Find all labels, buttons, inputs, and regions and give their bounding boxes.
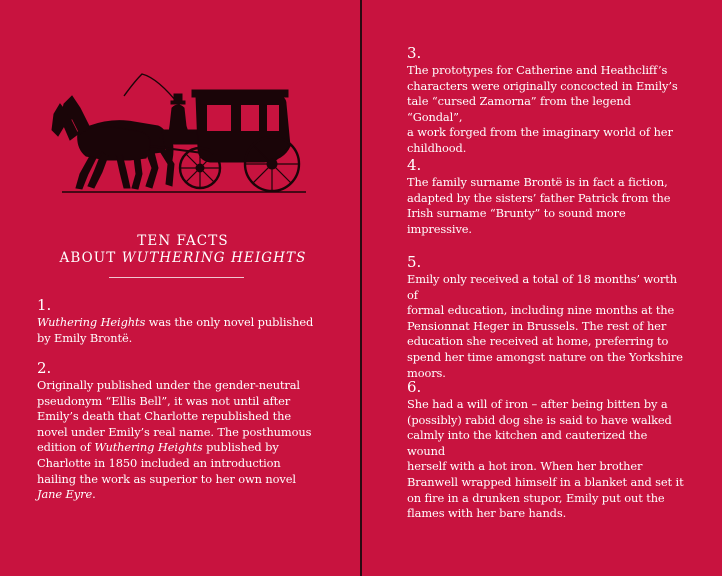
fact-2 <box>37 359 317 503</box>
fact-line <box>407 63 687 79</box>
fact-text <box>37 378 317 503</box>
fact-run: herself with a hot iron. When her brother <box>407 459 643 474</box>
fact-line <box>37 472 317 488</box>
fact-italic-run: Jane Eyre <box>37 487 93 502</box>
fact-run: adapted by the sisters’ father Patrick from the <box>407 190 671 205</box>
fact-line <box>407 303 687 319</box>
fact-3 <box>407 44 687 157</box>
fact-number: 3. <box>407 44 422 62</box>
title-line-2 <box>38 250 328 267</box>
title-line-1: TEN FACTS <box>137 233 229 249</box>
fact-run: Emily’s death that Charlotte republished the <box>37 409 291 424</box>
fact-run: (possibly) rabid dog she is said to have walked <box>407 412 672 427</box>
fact-line <box>407 79 687 95</box>
title-book-name: WUTHERING HEIGHTS <box>121 250 307 266</box>
fact-run: impressive. <box>407 221 472 236</box>
fact-line <box>407 206 687 222</box>
fact-number: 5. <box>407 253 422 271</box>
fact-number: 2. <box>37 359 52 377</box>
fact-line <box>37 440 317 456</box>
fact-run: formal education, including nine months at the <box>407 303 675 318</box>
fact-run: The prototypes for Catherine and Heathcliff’s <box>407 63 668 77</box>
fact-run: moors. <box>407 365 446 380</box>
fact-run: education she received at home, preferring to <box>407 334 669 349</box>
page-gutter-divider <box>360 0 362 576</box>
fact-line <box>407 175 687 191</box>
fact-line <box>407 334 687 350</box>
fact-run: flames with her bare hands. <box>407 506 567 521</box>
fact-run: Pensionnat Heger in Brussels. The rest of her <box>407 318 667 333</box>
fact-number: 6. <box>407 378 422 396</box>
fact-line <box>407 272 687 303</box>
fact-line <box>407 125 687 141</box>
fact-line <box>407 141 687 157</box>
fact-text <box>407 397 687 522</box>
fact-line <box>37 378 317 394</box>
fact-run: . <box>92 487 96 502</box>
fact-line <box>37 409 317 425</box>
fact-run: published by <box>202 440 279 455</box>
fact-run: Branwell wrapped himself in a blanket and set it <box>407 474 684 489</box>
title-underline <box>109 277 244 278</box>
fact-line <box>407 475 687 491</box>
fact-run: Originally published under the gender-neutral <box>37 378 300 392</box>
fact-line <box>407 413 687 429</box>
fact-line <box>407 491 687 507</box>
fact-number: 1. <box>37 296 52 314</box>
fact-4 <box>407 156 687 237</box>
fact-run: pseudonym “Ellis Bell”, it was not until after <box>37 393 291 408</box>
fact-line <box>37 315 317 331</box>
fact-line <box>37 456 317 472</box>
fact-run: on fire in a drunken stupor, Emily put out the <box>407 490 665 505</box>
fact-6 <box>407 378 687 522</box>
fact-line <box>407 319 687 335</box>
horse-drawn-carriage-icon <box>50 68 312 198</box>
fact-italic-run: Wuthering Heights <box>37 315 146 329</box>
fact-line <box>407 428 687 459</box>
fact-line <box>407 506 687 522</box>
fact-text <box>407 63 687 157</box>
fact-line <box>407 222 687 238</box>
fact-text <box>37 315 317 346</box>
fact-run: Irish surname “Brunty” to sound more <box>407 206 626 221</box>
fact-number: 4. <box>407 156 422 174</box>
fact-run: edition of <box>37 440 95 455</box>
fact-run: spend her time amongst nature on the Yorkshire <box>407 349 683 364</box>
fact-run: by Emily Brontë. <box>37 330 133 345</box>
fact-line <box>37 425 317 441</box>
fact-run: The family surname Brontë is in fact a fiction, <box>407 175 668 189</box>
fact-run: tale “cursed Zamorna” from the legend “Gondal”, <box>407 94 631 124</box>
fact-1 <box>37 296 317 346</box>
fact-run: Charlotte in 1850 included an introduction <box>37 455 281 470</box>
fact-italic-run: Wuthering Heights <box>94 440 203 455</box>
fact-line <box>407 459 687 475</box>
fact-text <box>407 175 687 237</box>
fact-line <box>37 331 317 347</box>
fact-line <box>407 94 687 125</box>
fact-run: hailing the work as superior to her own novel <box>37 471 296 486</box>
fact-line <box>37 487 317 503</box>
fact-run: characters were originally concocted in Emily’s <box>407 78 678 93</box>
fact-line <box>407 191 687 207</box>
fact-run: a work forged from the imaginary world of her <box>407 125 673 140</box>
fact-line <box>407 350 687 366</box>
fact-5 <box>407 253 687 381</box>
fact-line <box>407 397 687 413</box>
fact-run: Emily only received a total of 18 months’ worth of <box>407 272 677 302</box>
fact-run: was the only novel published <box>145 315 314 329</box>
fact-run: calmly into the kitchen and cauterized the wound <box>407 428 648 458</box>
fact-run: childhood. <box>407 140 467 155</box>
fact-run: novel under Emily’s real name. The posthumous <box>37 424 312 439</box>
fact-text <box>407 272 687 381</box>
section-title <box>38 233 328 267</box>
fact-line <box>37 394 317 410</box>
title-prefix: ABOUT <box>59 250 122 266</box>
fact-run: She had a will of iron – after being bitten by a <box>407 397 668 411</box>
